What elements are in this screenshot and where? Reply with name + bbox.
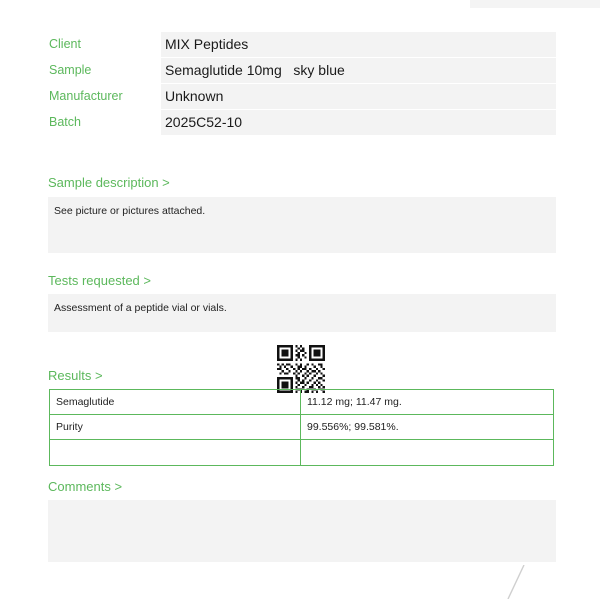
field-label-sample: Sample [48, 58, 161, 83]
table-row [50, 440, 554, 466]
field-value-manufacturer: Unknown [161, 84, 556, 109]
table-row [50, 390, 554, 415]
results-row-name [50, 440, 301, 466]
comments-body [48, 500, 556, 562]
field-value-sample: Semaglutide 10mg sky blue [161, 58, 556, 83]
results-row-name: Purity [50, 415, 301, 440]
field-row-sample [48, 58, 556, 83]
results-row-name: Semaglutide [50, 390, 301, 415]
results-table [49, 389, 554, 466]
results-row-value: 11.12 mg; 11.47 mg. [300, 390, 553, 415]
sample-description-heading: Sample description > [48, 175, 170, 190]
document-content [48, 32, 556, 494]
field-value-client: MIX Peptides [161, 32, 556, 57]
header-fields [48, 32, 556, 135]
results-row-value [300, 440, 553, 466]
top-edge-strip [470, 0, 600, 8]
field-label-batch: Batch [48, 110, 161, 135]
table-row [50, 415, 554, 440]
field-row-client [48, 32, 556, 57]
qr-code-icon [277, 345, 325, 393]
field-label-manufacturer: Manufacturer [48, 84, 161, 109]
sample-description-body: See picture or pictures attached. [48, 197, 556, 253]
field-label-client: Client [48, 32, 161, 57]
tests-requested-body: Assessment of a peptide vial or vials. [48, 294, 556, 332]
field-value-batch: 2025C52-10 [161, 110, 556, 135]
results-heading: Results > [48, 368, 103, 383]
tests-requested-heading: Tests requested > [48, 273, 151, 288]
comments-heading: Comments > [48, 479, 123, 494]
page-corner-mark [506, 565, 528, 599]
results-row-value: 99.556%; 99.581%. [300, 415, 553, 440]
field-row-manufacturer [48, 84, 556, 109]
field-row-batch [48, 110, 556, 135]
